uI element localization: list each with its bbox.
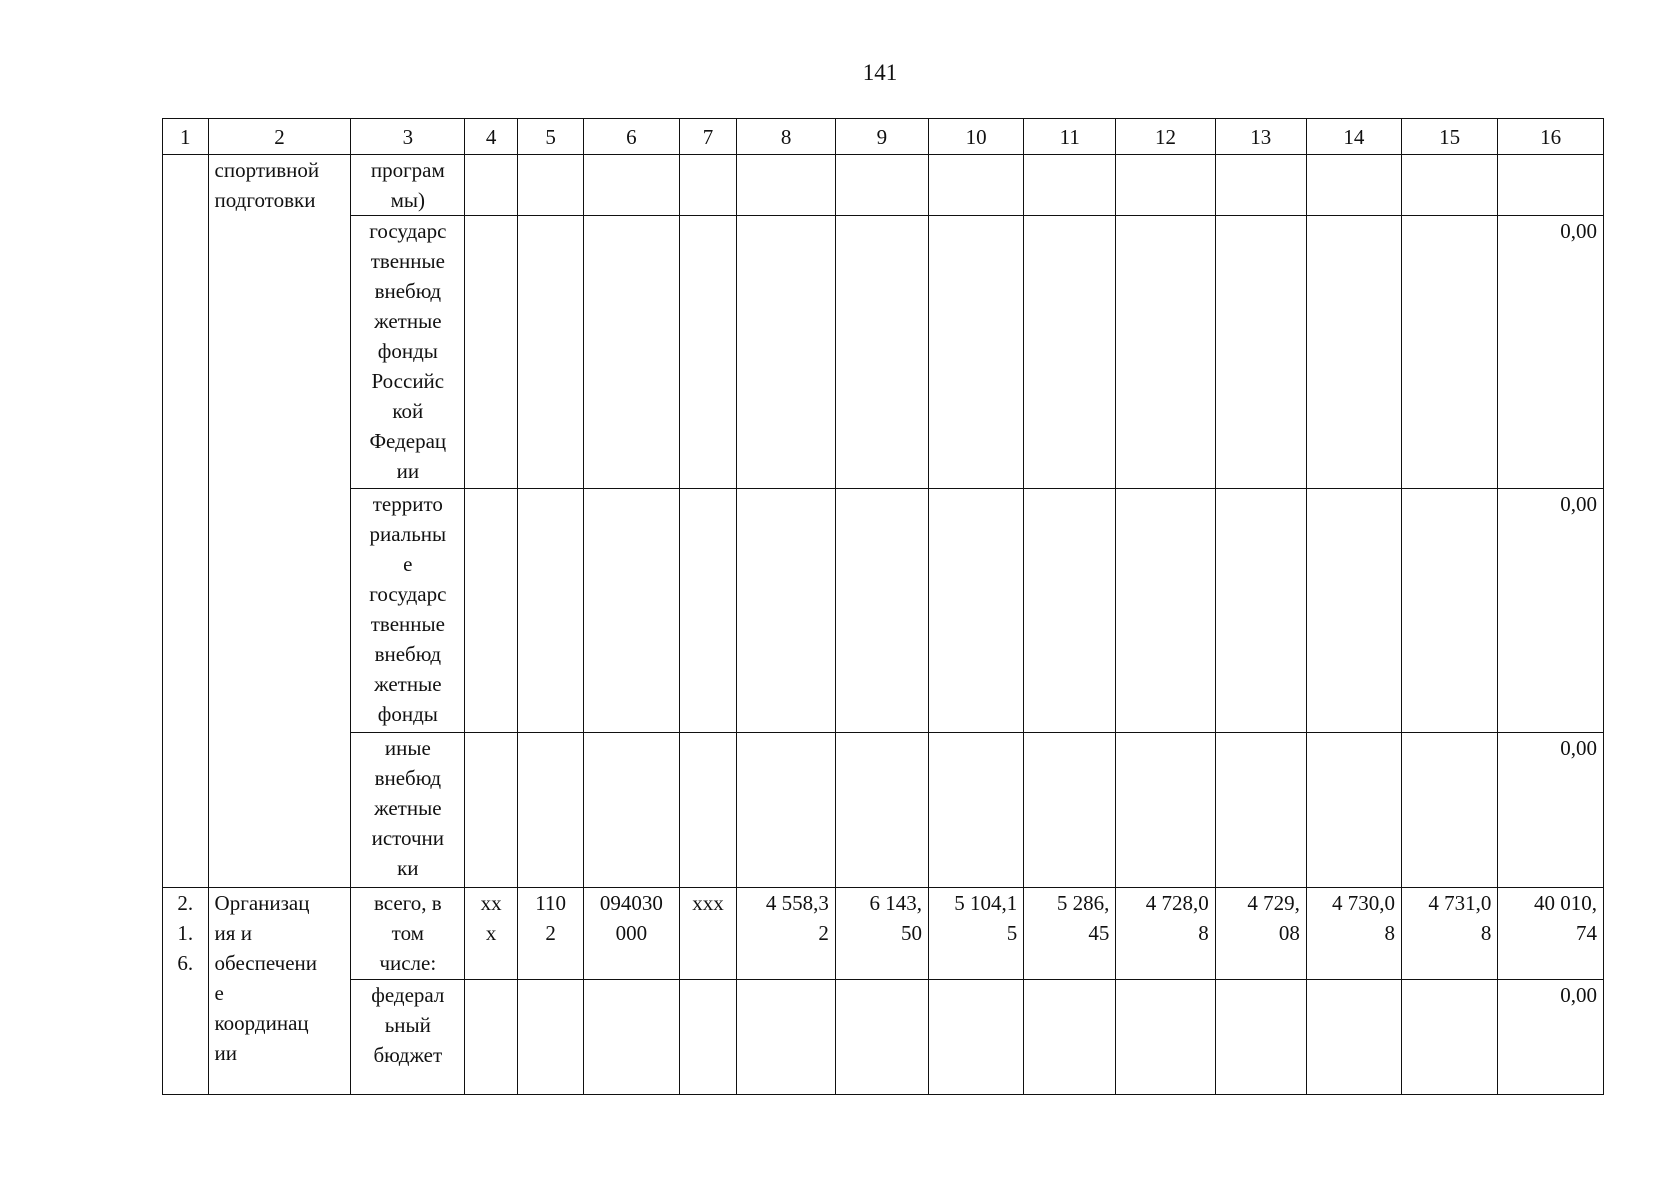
header-cell: 13 — [1215, 119, 1306, 155]
source-cell: федерал ьный бюджет — [351, 980, 465, 1095]
header-cell: 8 — [737, 119, 835, 155]
value-cell: 6 143, 50 — [835, 888, 928, 980]
value-cell: 4 731,0 8 — [1402, 888, 1498, 980]
total-cell: 0,00 — [1498, 216, 1604, 489]
activity-name-cell: Организац ия и обеспечени е координац ии — [208, 888, 351, 1095]
table-row — [163, 980, 1604, 1095]
table-row — [163, 489, 1604, 733]
page-number: 141 — [862, 60, 898, 85]
value-cell: 4 730,0 8 — [1306, 888, 1401, 980]
header-cell: 12 — [1116, 119, 1215, 155]
total-cell: 0,00 — [1498, 489, 1604, 733]
header-cell: 4 — [465, 119, 518, 155]
total-cell: 0,00 — [1498, 980, 1604, 1095]
source-cell: иные внебюд жетные источни ки — [351, 733, 465, 888]
table-row — [163, 155, 1604, 216]
header-cell: 10 — [928, 119, 1023, 155]
source-cell: всего, в том числе: — [351, 888, 465, 980]
code-cell: 094030 000 — [584, 888, 679, 980]
code-cell: хх х — [465, 888, 518, 980]
table-row — [163, 733, 1604, 888]
value-cell: 5 104,1 5 — [928, 888, 1023, 980]
value-cell: 4 729, 08 — [1215, 888, 1306, 980]
header-cell: 6 — [584, 119, 679, 155]
code-cell: 110 2 — [518, 888, 584, 980]
source-cell: террито риальны е государс твенные внебюд жетные фонды — [351, 489, 465, 733]
total-cell: 40 010, 74 — [1498, 888, 1604, 980]
header-cell: 15 — [1402, 119, 1498, 155]
value-cell: 4 558,3 2 — [737, 888, 835, 980]
table-row — [163, 888, 1604, 980]
header-cell: 3 — [351, 119, 465, 155]
value-cell: 5 286, 45 — [1024, 888, 1116, 980]
source-cell: государс твенные внебюд жетные фонды Российс кой Федерац ии — [351, 216, 465, 489]
source-cell: програм мы) — [351, 155, 465, 216]
header-cell: 7 — [679, 119, 737, 155]
code-cell: ххх — [679, 888, 737, 980]
total-cell: 0,00 — [1498, 733, 1604, 888]
activity-name-cell: спортивной подготовки — [208, 155, 351, 888]
header-cell: 5 — [518, 119, 584, 155]
row-number-cell — [163, 155, 209, 888]
header-cell: 2 — [208, 119, 351, 155]
table-header-row — [163, 119, 1604, 155]
header-cell: 9 — [835, 119, 928, 155]
header-cell: 1 — [163, 119, 209, 155]
budget-table — [162, 118, 1604, 1095]
row-number-cell: 2. 1. 6. — [163, 888, 209, 1095]
table-row — [163, 216, 1604, 489]
header-cell: 14 — [1306, 119, 1401, 155]
header-cell: 16 — [1498, 119, 1604, 155]
header-cell: 11 — [1024, 119, 1116, 155]
value-cell: 4 728,0 8 — [1116, 888, 1215, 980]
